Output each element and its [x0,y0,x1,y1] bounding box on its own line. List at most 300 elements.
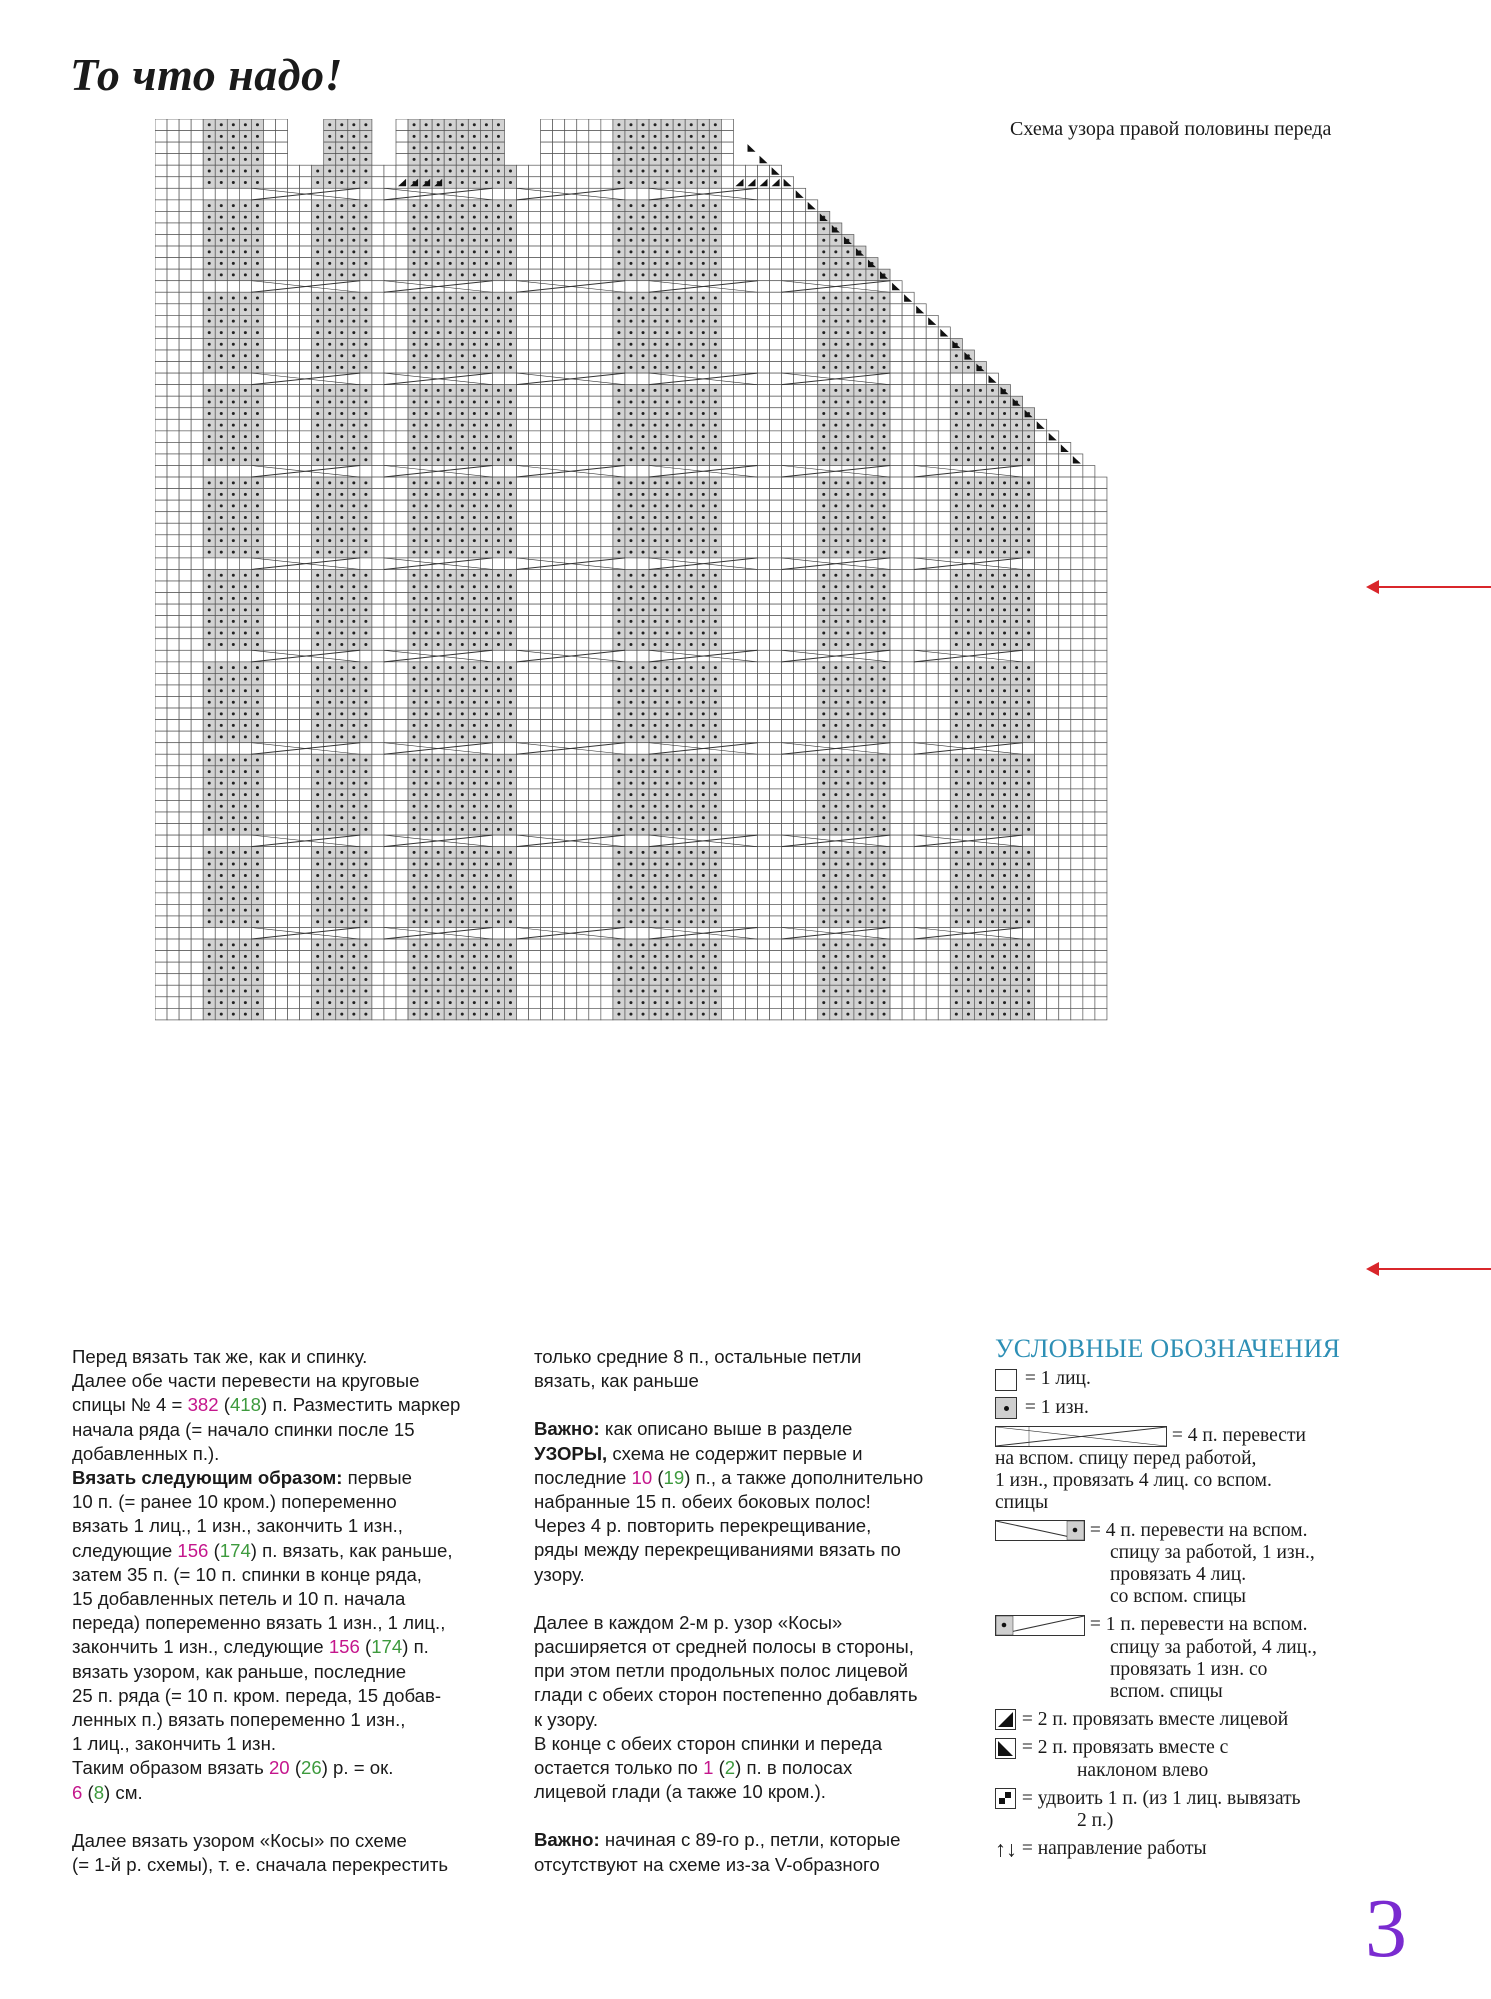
purl-dot [834,308,837,311]
knit-cell [601,246,613,258]
knit-cell [300,685,312,697]
purl-dot [617,528,620,531]
purl-dot [642,250,645,253]
knit-cell [914,350,926,362]
knit-cell [601,119,613,131]
knit-cell [276,442,288,454]
knit-cell [541,165,553,177]
knit-cell [673,558,685,570]
knit-cell [758,292,770,304]
knit-cell [565,131,577,143]
purl-dot [955,424,958,427]
purl-dot [858,585,861,588]
knit-cell [589,315,601,327]
knit-cell [589,165,601,177]
purl-dot [473,539,476,542]
purl-dot [316,597,319,600]
purl-dot [316,412,319,415]
knit-cell [348,558,360,570]
purl-dot [870,412,873,415]
purl-dot [714,146,717,149]
knit-cell [276,269,288,281]
purl-dot [883,551,886,554]
knit-cell [818,281,830,293]
purl-dot [870,516,873,519]
purl-dot [413,528,416,531]
knit-cell [541,373,553,385]
knit-cell [758,338,770,350]
knit-cell [179,269,191,281]
knit-cell [541,119,553,131]
knit-cell [191,431,203,443]
knit-cell [517,177,529,189]
purl-dot [485,620,488,623]
knit-cell [794,454,806,466]
knit-cell [263,431,275,443]
knit-cell [565,304,577,316]
purl-dot [1003,447,1006,450]
knit-cell [1035,604,1047,616]
knit-cell [541,246,553,258]
purl-dot [497,320,500,323]
purl-dot [352,447,355,450]
knit-cell [782,211,794,223]
knit-cell [733,419,745,431]
knit-cell [179,350,191,362]
purl-dot [1027,528,1030,531]
knit-cell [276,466,288,478]
purl-dot [449,123,452,126]
knit-cell [649,466,661,478]
knit-cell [167,558,179,570]
purl-dot [955,458,958,461]
knit-cell [529,627,541,639]
knit-cell [167,512,179,524]
purl-dot [232,158,235,161]
purl-dot [822,389,825,392]
knit-cell [517,685,529,697]
knit-cell [770,327,782,339]
knit-cell [782,489,794,501]
purl-dot [967,435,970,438]
knit-cell [203,650,215,662]
purl-dot [1003,528,1006,531]
purl-dot [629,447,632,450]
purl-dot [955,504,958,507]
purl-dot [654,678,657,681]
purl-dot [846,504,849,507]
knit-cell [276,523,288,535]
knit-cell [167,546,179,558]
knit-cell [1071,454,1083,466]
knit-cell [360,558,372,570]
purl-dot [497,435,500,438]
purl-dot [256,389,259,392]
purl-dot [497,308,500,311]
purl-dot [256,539,259,542]
knit-cell [155,350,167,362]
knit-cell [637,650,649,662]
knit-cell [263,142,275,154]
purl-dot [256,158,259,161]
knit-cell [276,604,288,616]
knit-cell [794,385,806,397]
knit-cell [517,535,529,547]
purl-dot [425,146,428,149]
purl-dot [822,297,825,300]
purl-dot [437,123,440,126]
knit-cell [263,304,275,316]
knit-cell [758,489,770,501]
knit-cell [890,650,902,662]
knit-cell [938,546,950,558]
knit-cell [553,292,565,304]
knit-cell [806,211,818,223]
purl-dot [617,343,620,346]
purl-dot [883,597,886,600]
purl-dot [256,366,259,369]
knit-cell [384,188,396,200]
purl-dot [497,181,500,184]
purl-dot [858,389,861,392]
purl-dot [822,262,825,265]
purl-dot [461,250,464,253]
knit-cell [288,327,300,339]
knit-cell [504,373,516,385]
purl-dot [678,354,681,357]
purl-dot [256,608,259,611]
purl-dot [967,539,970,542]
knit-cell [541,200,553,212]
knit-cell [529,269,541,281]
purl-dot [858,504,861,507]
knit-cell [167,454,179,466]
knit-cell [938,558,950,570]
knit-cell [263,408,275,420]
purl-dot [449,574,452,577]
knit-cell [806,419,818,431]
purl-dot [352,308,355,311]
knit-cell [914,593,926,605]
knit-cell [721,662,733,674]
purl-dot [955,585,958,588]
purl-dot [425,551,428,554]
knit-cell [1083,650,1095,662]
purl-dot [678,273,681,276]
knit-cell [372,200,384,212]
knit-cell [577,154,589,166]
knit-cell [239,558,251,570]
purl-dot [316,493,319,496]
knit-cell [203,281,215,293]
purl-dot [328,631,331,634]
purl-dot [256,400,259,403]
knit-cell [372,304,384,316]
purl-dot [690,424,693,427]
purl-dot [714,158,717,161]
purl-dot [858,343,861,346]
knit-cell [589,546,601,558]
purl-dot [991,585,994,588]
purl-dot [834,250,837,253]
purl-dot [485,689,488,692]
knit-cell [553,223,565,235]
knit-cell [601,131,613,143]
knit-cell [818,466,830,478]
purl-dot [846,320,849,323]
purl-dot [232,169,235,172]
knit-cell [179,408,191,420]
purl-dot [666,216,669,219]
knit-cell [384,650,396,662]
knit-cell [625,650,637,662]
knit-cell [770,281,782,293]
purl-dot [666,320,669,323]
knit-cell [794,223,806,235]
knit-cell [372,593,384,605]
knit-cell [577,269,589,281]
purl-dot [617,504,620,507]
purl-dot [617,297,620,300]
purl-dot [702,135,705,138]
knit-cell [758,500,770,512]
knit-cell [613,650,625,662]
knit-cell [529,546,541,558]
purl-dot [870,585,873,588]
purl-dot [870,320,873,323]
knit-cell [902,523,914,535]
knit-cell [938,373,950,385]
knit-cell [782,235,794,247]
purl-dot [654,481,657,484]
knit-cell [902,569,914,581]
purl-dot [509,343,512,346]
knit-cell [914,604,926,616]
purl-dot [208,123,211,126]
purl-dot [425,169,428,172]
purl-dot [629,227,632,230]
purl-dot [629,528,632,531]
knit-cell [878,281,890,293]
purl-dot [461,666,464,669]
knit-cell [1071,569,1083,581]
knit-cell [890,373,902,385]
knit-cell [914,500,926,512]
knit-cell [974,558,986,570]
knit-cell [288,177,300,189]
knit-cell [758,373,770,385]
knit-cell [782,246,794,258]
purl-dot [678,412,681,415]
knit-cell [179,235,191,247]
purl-dot [979,608,982,611]
knit-cell [565,315,577,327]
knit-cell [1035,419,1047,431]
knit-cell [685,188,697,200]
knit-cell [601,489,613,501]
knit-cell [155,569,167,581]
purl-dot [858,424,861,427]
purl-dot [473,678,476,681]
knit-cell [179,604,191,616]
purl-dot [690,123,693,126]
purl-dot [642,169,645,172]
knit-cell [288,477,300,489]
purl-dot [232,400,235,403]
knit-cell [1071,535,1083,547]
purl-dot [955,666,958,669]
purl-dot [497,678,500,681]
purl-dot [352,146,355,149]
purl-dot [666,273,669,276]
purl-dot [822,273,825,276]
knit-cell [721,292,733,304]
knit-cell [565,419,577,431]
knit-cell [300,639,312,651]
knit-cell [553,154,565,166]
purl-dot [509,262,512,265]
knit-cell [408,650,420,662]
purl-dot [485,528,488,531]
knit-cell [914,627,926,639]
purl-dot [690,631,693,634]
purl-dot [870,551,873,554]
purl-dot [352,158,355,161]
purl-dot [449,320,452,323]
knit-cell [288,442,300,454]
purl-dot [509,620,512,623]
purl-dot [714,481,717,484]
purl-dot [654,354,657,357]
purl-dot [485,216,488,219]
knit-cell [721,523,733,535]
purl-dot [425,435,428,438]
purl-dot [834,493,837,496]
knit-cell [649,650,661,662]
purl-dot [485,181,488,184]
purl-dot [497,458,500,461]
knit-cell [492,373,504,385]
knit-cell [300,408,312,420]
purl-dot [666,608,669,611]
knit-cell [179,315,191,327]
knit-cell [553,408,565,420]
purl-dot [449,516,452,519]
knit-cell [396,593,408,605]
knit-cell [565,385,577,397]
knit-cell [396,350,408,362]
purl-dot [232,528,235,531]
knit-cell [167,350,179,362]
purl-dot [1027,539,1030,542]
purl-dot [256,585,259,588]
purl-dot [509,250,512,253]
knit-cell [300,315,312,327]
knit-cell [155,662,167,674]
purl-dot [328,343,331,346]
knit-cell [854,466,866,478]
knit-cell [179,165,191,177]
purl-dot [208,308,211,311]
knit-cell [1095,604,1107,616]
purl-dot [316,447,319,450]
purl-dot [449,239,452,242]
knit-cell [276,454,288,466]
knit-cell [300,362,312,374]
knit-cell [1059,535,1071,547]
knit-cell [745,292,757,304]
purl-dot [328,297,331,300]
purl-dot [497,169,500,172]
knit-cell [276,500,288,512]
purl-dot [316,343,319,346]
knit-cell [577,581,589,593]
knit-cell [396,258,408,270]
knit-cell [842,558,854,570]
knit-cell [914,327,926,339]
purl-dot [473,400,476,403]
purl-dot [617,331,620,334]
knit-cell [745,258,757,270]
knit-cell [1059,616,1071,628]
knit-cell [565,431,577,443]
knit-cell [276,639,288,651]
knit-cell [782,454,794,466]
knit-cell [1035,639,1047,651]
purl-dot [702,574,705,577]
knit-cell [926,327,938,339]
knit-cell [529,523,541,535]
knit-cell [782,408,794,420]
knit-cell [589,235,601,247]
knit-cell [215,558,227,570]
purl-dot [1027,516,1030,519]
knit-cell [408,188,420,200]
knit-cell [504,558,516,570]
knit-cell [782,327,794,339]
purl-dot [690,169,693,172]
knit-cell [782,581,794,593]
purl-dot [1015,539,1018,542]
knit-cell [601,385,613,397]
purl-dot [473,158,476,161]
purl-dot [979,435,982,438]
purl-dot [883,297,886,300]
knit-cell [553,535,565,547]
purl-dot [834,481,837,484]
purl-dot [364,447,367,450]
knit-cell [300,338,312,350]
purl-dot [979,597,982,600]
knit-cell [577,685,589,697]
knit-cell [541,581,553,593]
knit-cell [372,419,384,431]
purl-dot [473,389,476,392]
purl-dot [666,585,669,588]
purl-dot [883,389,886,392]
purl-dot [352,620,355,623]
purl-dot [328,424,331,427]
purl-dot [461,643,464,646]
purl-dot [509,331,512,334]
purl-dot [1003,400,1006,403]
purl-dot [220,400,223,403]
knit-cell [601,673,613,685]
knit-cell [456,188,468,200]
purl-dot [340,447,343,450]
purl-dot [256,597,259,600]
purl-dot [497,447,500,450]
